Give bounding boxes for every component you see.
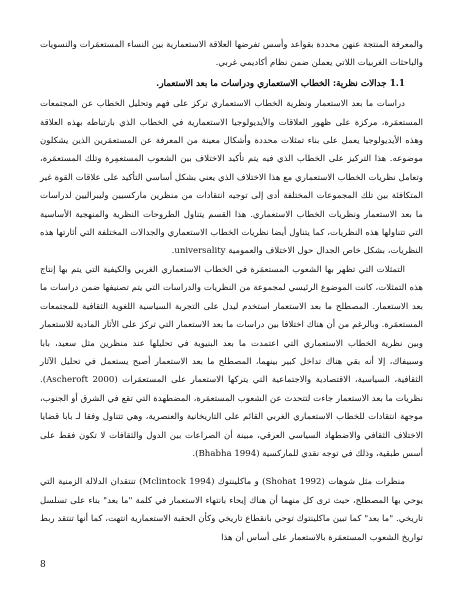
document-body	[40, 36, 423, 547]
body-paragraph-3: منظرات مثل شوهات (1992 Shohat) و ماكلينتوك (1994 Mclintock) تنتقدان الدلالة الزمنية التي يوحي بها المصطلح، حيث ترى كل منهما أن هناك إيحاء بانتهاء الاستعمار في كلمة "ما بعد" بناء على تسلسل تاريخي. "ما بعد" كما تبين ماكلينتوك توحي بانقطاع تاريخي وكأن الحقبة الاستعمارية انتهت، كما أنها تنتقد ربط تواريخ الشعوب المستعمَرة بالاستعمار على أساس أن هذا	[40, 477, 423, 543]
intro-paragraph: والمعرفة المنتجة عنهن محددة بقواعد وأسس تفرضها العلاقة الاستعمارية بين النساء المستعمَرات والنسويات والباحثات الغربيات اللاتي يعملن ضمن نظام أكاديمي غربي.	[40, 40, 423, 69]
body-paragraph-2: التمثلات التي تظهر بها الشعوب المستعمَرة في الخطاب الاستعماري الغربي والكيفية التي يتم بها إنتاج هذه التمثلات، كانت الموضوع الرئيسي لمجموعة من النظريات والدراسات التي يتم تصنيفها ضمن دراسات ما بعد الاستعمار. المصطلح ما بعد الاستعمار استخدم ليدل على التجربة السياسية اللغوية الثقافية للمجتمعات المستعمَرة. وبالرغم من أن هناك اختلافا بين دراسات ما بعد الاستعمار التي تركز على الأثار المادية للاستعمار وبين نظرية الخطاب الاستعماري التي اعتمدت ما بعد البنيوية في تحليلها عند منظرين مثل سعيد، بابا وسبيفاك، إلا أنه بقي هناك تداخل كبير بينهما، المصطلح ما بعد الاستعمار أصبح يستعمل في تحليل الآثار الثقافية، السياسية، الاقتصادية والاجتماعية التي يتركها الاستعمار على المستعمَرات (Ascheroft 2000). نظريات ما بعد الاستعمار جاءت لتتحدث عن الشعوب المستعمَرة، المضطهدة التي تقع في الشرق أو الجنوب، موجهة انتقادات للخطاب الاستعماري الغربي القائم على التاريخانية والعنصرية، وهي تتناول وفقا لـ بابا قضايا الاختلاف الثقافي والاضطهاد السياسي العرقي، مبينة أن الصراعات بين الدول والثقافات لا تكون فقط على أسس طبقية، وذلك في توجه نقدي للماركسية (Bhabha 1994).	[40, 264, 423, 459]
section-heading: 1.1 جدالات نظرية: الخطاب الاستعماري ودراسات ما بعد الاستعمار.	[156, 78, 405, 89]
paragraph-spacer	[40, 463, 423, 473]
body-paragraph-1: دراسات ما بعد الاستعمار ونظرية الخطاب الاستعماري تركز على فهم وتحليل الخطاب عن المجتمعات المستعمَرة، مركزة على ظهور العلاقات والأيديولوجيا الاستعمارية في الخطاب الذي بارتباطه بهذه العلاقة وهذه الأيديولوجيا يعمل على بناء تمثلات محددة وأشكال معينة من المعرفة عن المستعمَرين الذين يشكلون موضوعه. هذا التركيز على الخطاب الذي فيه يتم تأكيد الاختلاف بين الشعوب المستعمِرة وتلك المستعمَرة، وتعامل نظريات الخطاب الاستعماري مع هذا الاختلاف الذي يعني بشكل أساسي التأكيد على علاقات القوة غير المتكافئة بين تلك المجموعات المختلفة أدى إلى توجيه انتقادات من منظرين ماركسيين وليبراليين لدراسات ما بعد الاستعمار ونظريات الخطاب الاستعماري. هذا القسم يتناول الطروحات النظرية والمنهجية الأساسية التي تتناولها هذه النظريات، كما يتناول أيضا نظريات الخطاب الاستعماري والجدالات المختلفة التي أثارتها هذه النظريات، بشكل خاص الجدال حول الاختلاف والعمومية universality.	[40, 99, 423, 257]
page-number: 8	[40, 560, 46, 570]
